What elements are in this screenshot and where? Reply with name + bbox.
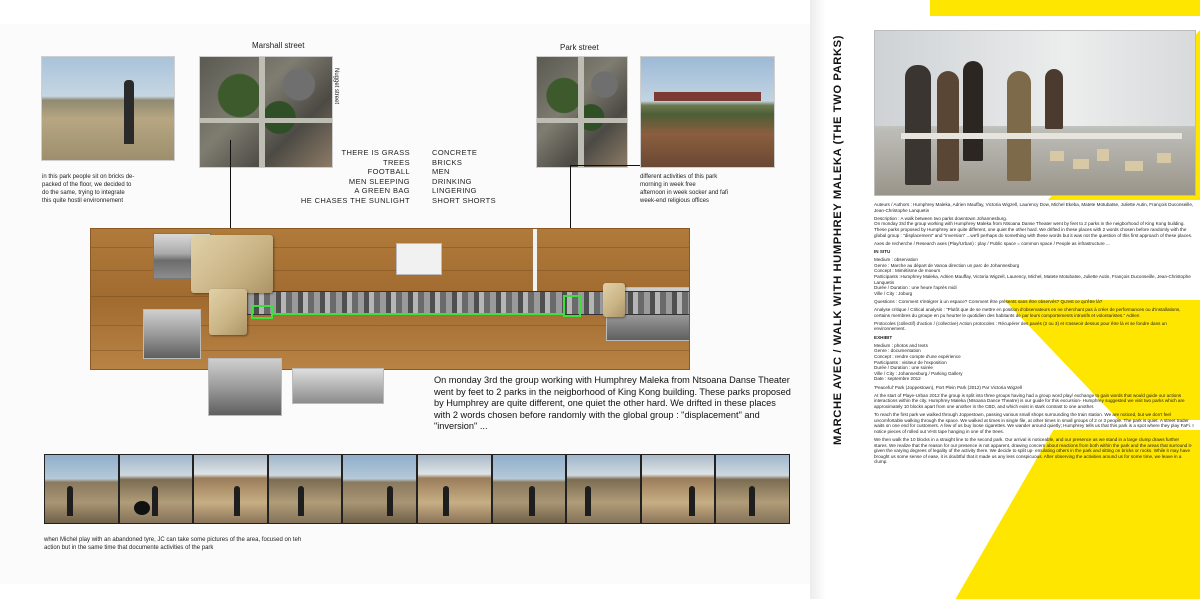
photo-frame [493,455,566,523]
photo-frame [642,455,715,523]
street-label-marshall: Marshall street [252,41,305,50]
text-protocols: Protocoles (collectif) d'action / (collective) Action protocoles : Récupérer des pavés (2 ou 3) et s'asseoir dessus pour être là et se fondre dans un environnement. [874,320,1167,332]
brick-large [191,235,273,293]
connector-line-right [570,165,571,230]
photo-sequence [44,454,790,524]
text-questions: Questions : Comment s'intégrer à un espace? Comment être présents sans être observés? Qu'est ce qu'être là? [874,298,1103,304]
bw-photo-under-table-2 [292,368,384,404]
text-second-park: We then walk the 10 blocks in a straight line to the second park. Our arrival is noticeable, and our presence as we stand in a large clump draws further stares. We realize that the reason for our presence is not apparent, drawing concern about reactions from both within the park and the areas that surround it- given the varying degrees of legality of the activity there. We decide to split up- emulating others in the park and sitting on bricks or rocks. While it may have brought us some sense of ease, it is doubtful that it made us any less conspicuous. After observing the activities around us for some time, we leave in a clump. [874,437,1193,465]
photo-frame [269,455,342,523]
text-description: Description : A walk between two parks downtown Johannesburg. On monday 3rd the group working with Humphrey Maleka from Ntsoana Danse Theater went by feet to 2 parks in the neigborhood of King Kong building. These parks proposed by Humphrey are quite different, one quiet the other hard. We drifted in these places with 2 words chosen before randomly with the global group : "displacement" and "inversion" ...we'll perhaps do something with these words but it was not the question of this first approach of these places. [874,215,1193,238]
connector-line-right-h [570,165,640,166]
aerial-map-park [536,56,628,168]
text-in-situ: Medium : observation Genre : Marche au départ de Vanoa direction un parc de Johannesburg Concept : Mimétisme de moeurs Participants :Humphrey Maleka, Adrien Mauffay, Victoria Wigzell, Laurency, Michel, Matete Motubatse, Juliette Autin, François Duconseille, Jean-Christophe Lanquetin Durée / Duration : une heure l'après midi Ville / City : Joburg [874,257,1191,296]
route-park-1 [251,305,273,319]
photo-frame [45,455,118,523]
words-column-left: THERE IS GRASS TREES FOOTBALL MEN SLEEPING A GREEN BAG HE CHASES THE SUNLIGHT [300,148,410,205]
street-label-park: Park street [560,43,599,52]
brick-right [603,283,625,317]
text-peaceful-park: 'Peaceful' Park (Joppestown), Port Plein Park (2012) Par Victoria Wigzell [874,384,1022,390]
route-line [273,313,563,315]
bw-photo-under-table [208,358,282,416]
photo-frame [716,455,789,523]
caption-right: different activities of this park morning in week free afternoon in week socker and fafi week-end religious offices [640,174,729,204]
photo-frame [567,455,640,523]
words-column-right: CONCRETE BRICKS MEN DRINKING LINGERING SHORT SHORTS [432,148,496,205]
photo-frame [418,455,491,523]
caption-left: in this park people sit on bricks de- packed of the floor, we decided to do the same, trying to integrate this quite hostil environnement [42,174,135,204]
text-first-park: To reach the first park we walked through Joppestown, passing various small shops surrounding the train station. We are noticed, but we don't feel uncomfortable walking through the space. We walked at times in single file, at other times in small groups of 2 or 3 people. The park is quiet. A street trader waits on one end for customers. A few of us buy loose cigarettes. We wander around quietly; Humphrey tells us that this park is a spot where they play FaFi. I notice pieces of rolled out VHS tape hanging in one of the trees. [874,412,1194,434]
photo-frame [194,455,267,523]
right-text-block [874,202,1194,468]
photo-frame [343,455,416,523]
bottom-caption: when Michel play with an abandoned tyre, JC can take some pictures of the area, focused on teh action but in the same time that documente activities of the park [44,537,302,551]
text-exhibit: Medium : photos and texts Genre : documentation Concept : rendre compte d'une expérience Participants : visiteur de l'exposition Durée / Duration : une soirée Ville / City : Johannesburg / Parking Gallery Date : septembre 2012 [874,342,963,382]
paper-note [396,243,442,275]
text-critical-analysis: Analyse critique / Critical analysis : "Plutôt que de se mettre en position d'observateurs en ne cherchant pas à créer de performances ou d'installations, certains membres du groupe en pu heurter le quotidien des habitants de par leurs comportements intrusifs et volontaristes." Adrien [874,307,1181,318]
project-title: MARCHE AVEC / WALK WITH HUMPHREY MALEKA (THE TWO PARKS) [832,34,844,445]
text-authors: Auteurs / Authors : Humphrey Maleka, Adrien Mauffay, Victoria Wigzell, Laurency Dow, Michel Ekeba, Matete Motubatse, Juliette Autin, François Duconseille, Jean-Christophe Lanquetin [874,202,1194,213]
heading-exhibit: EXHIBIT [874,334,893,340]
heading-in-situ: IN SITU [874,248,891,254]
route-park-2 [563,295,581,317]
bw-photo-bottom-left [143,309,201,359]
text-playe-urban: At the start of Playe-Urban 2012 the group is split into three groups having had a group word play/ exchange to gain words that would guide our actions interactions within the city. Humphrey Maleka (Ntsoana Dance Theatre) is our guide for this excursion- Humphrey suggested we visit two parks which are approximately 10 blocks apart from one another in the CBD, and which exist in stark contrast to one another. [874,392,1185,409]
park-photo-left [41,56,175,161]
street-label-nugget: Nugget street [333,68,339,105]
text-research-axes: Axes de recherche / Research axes (Play/Urban) : play / Public space = common space / People as infrastructure ... [874,240,1110,246]
brick-small [209,289,247,335]
exhibit-photo [874,30,1196,196]
book-gutter [810,0,826,599]
connector-line-left [230,140,231,232]
photo-frame [120,455,193,523]
yellow-band-top [930,0,1200,16]
installation-photo [90,228,690,370]
body-text: On monday 3rd the group working with Humphrey Maleka from Ntsoana Danse Theater went by feet to 2 parks in the neigborhood of King Kong building. These parks proposed by Humphrey are quite different, one quiet the other hard. We drifted in these places with 2 words chosen before randomly with the global group : "displacement" and "inversion" ... [434,375,791,432]
park-photo-right [640,56,775,168]
